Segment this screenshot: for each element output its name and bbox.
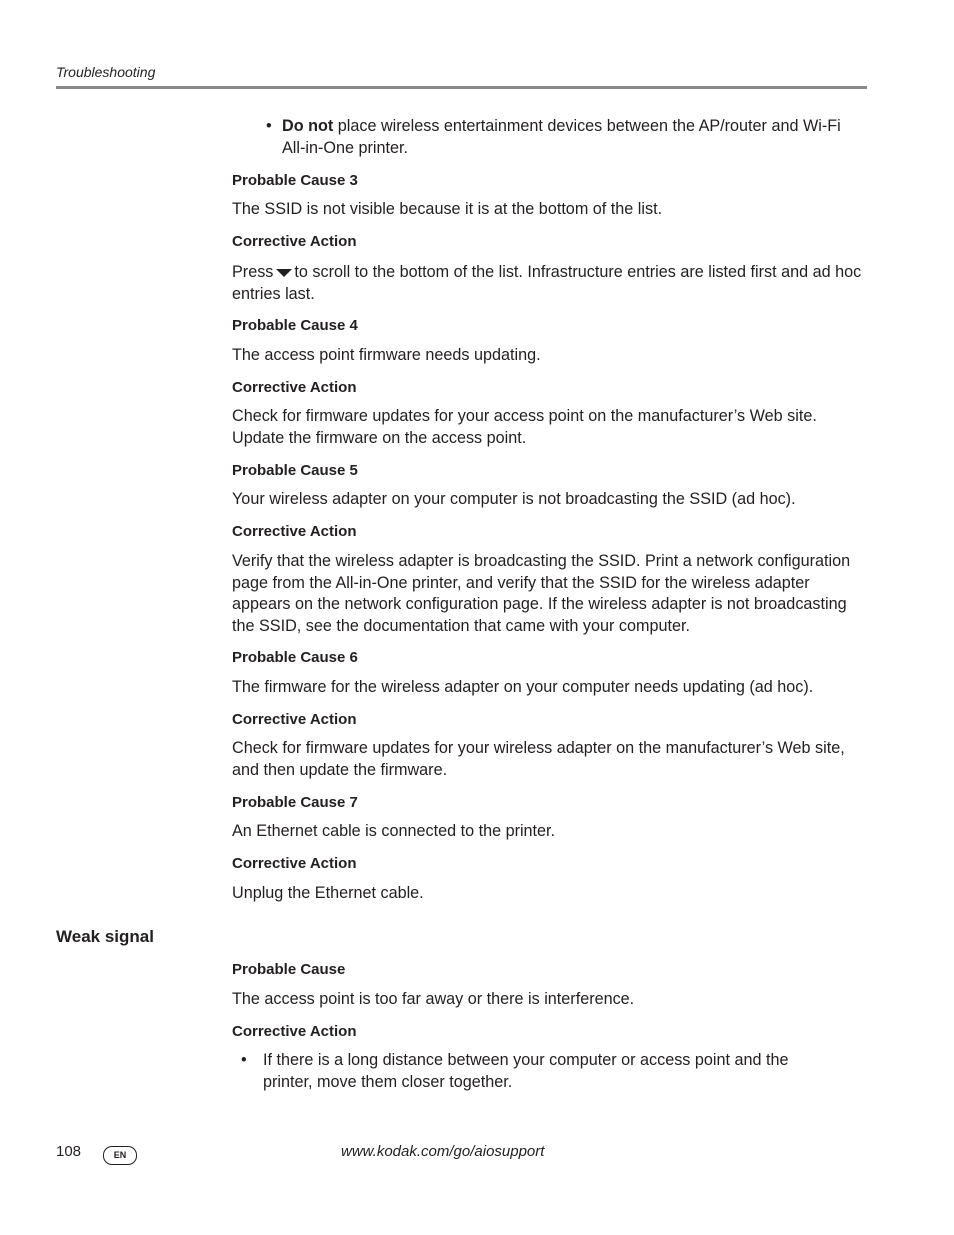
- cause-7-text: An Ethernet cable is connected to the printer.: [232, 822, 556, 840]
- weak-signal-cause-heading: Probable Cause: [232, 961, 346, 978]
- cause-6-action: Check for firmware updates for your wireless adapter on the manufacturer’s Web site, and then update the firmware.: [232, 739, 845, 779]
- cause-7-action-heading: Corrective Action: [232, 855, 357, 872]
- running-header: Troubleshooting: [56, 64, 156, 80]
- language-badge: EN: [103, 1146, 137, 1165]
- cause-5-action-heading: Corrective Action: [232, 523, 357, 540]
- cause-3-text: The SSID is not visible because it is at the bottom of the list.: [232, 200, 663, 218]
- cause-5-text: Your wireless adapter on your computer is not broadcasting the SSID (ad hoc).: [232, 490, 796, 508]
- cause-4-text: The access point firmware needs updating.: [232, 346, 541, 364]
- intro-bullet-text: [282, 116, 866, 159]
- page-number: 108: [56, 1143, 82, 1160]
- cause-7-action: Unplug the Ethernet cable.: [232, 884, 424, 902]
- cause-3-action: [232, 262, 868, 305]
- header-divider: [56, 86, 867, 89]
- bullet-marker: •: [266, 117, 272, 135]
- cause-4-action-heading: Corrective Action: [232, 379, 357, 396]
- cause-4-action: Check for firmware updates for your access point on the manufacturer’s Web site. Update the firmware on the access point.: [232, 407, 817, 447]
- cause-7-heading: Probable Cause 7: [232, 794, 358, 811]
- cause-6-text: The firmware for the wireless adapter on your computer needs updating (ad hoc).: [232, 678, 814, 696]
- section-title-weak-signal: Weak signal: [56, 927, 154, 946]
- weak-signal-action-heading: Corrective Action: [232, 1023, 357, 1040]
- bullet-marker: •: [241, 1051, 247, 1069]
- down-arrow-icon: [276, 269, 292, 277]
- weak-signal-cause-text: The access point is too far away or there is interference.: [232, 990, 635, 1008]
- cause-3-heading: Probable Cause 3: [232, 172, 358, 189]
- cause-5-action: Verify that the wireless adapter is broadcasting the SSID. Print a network configuration page from the All-in-One printer, and verify that the SSID for the wireless adapter appears on the network configuration page. If the wireless adapter is not broadcasting the SSID, see the documentation that came with your computer.: [232, 552, 851, 635]
- cause-6-heading: Probable Cause 6: [232, 649, 358, 666]
- cause-5-heading: Probable Cause 5: [232, 462, 358, 479]
- cause-4-heading: Probable Cause 4: [232, 317, 358, 334]
- press-text: Press: [232, 263, 274, 281]
- cause-6-action-heading: Corrective Action: [232, 711, 357, 728]
- support-url[interactable]: www.kodak.com/go/aiosupport: [341, 1143, 545, 1160]
- scroll-instruction: to scroll to the bottom of the list. Infrastructure entries are listed first and ad hoc entries last.: [232, 263, 862, 303]
- intro-bullet-rest: place wireless entertainment devices between the AP/router and Wi-Fi All-in-One printer.: [282, 117, 841, 157]
- cause-3-action-heading: Corrective Action: [232, 233, 357, 250]
- emphasis-do-not: Do not: [282, 117, 334, 135]
- weak-signal-bullet-text: If there is a long distance between your computer or access point and the printer, move them closer together.: [263, 1051, 789, 1091]
